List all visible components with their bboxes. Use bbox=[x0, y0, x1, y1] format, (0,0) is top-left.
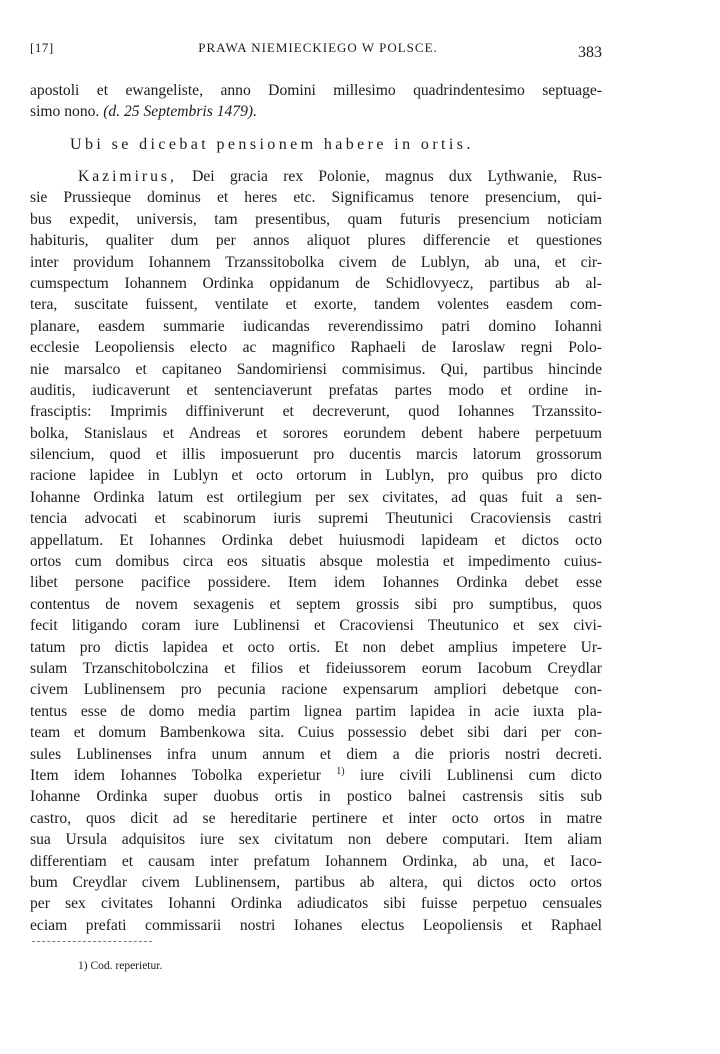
text-line: bum Creydlar civem Lublinensem, partibus ab altera, qui dictos octo ortos bbox=[30, 873, 602, 891]
footnote bbox=[78, 960, 162, 972]
text-line: planare, easdem summarie iudicandas reverendissimo patri domino Iohanni bbox=[30, 317, 602, 335]
running-title: PRAWA NIEMIECKIEGO W POLSCE. bbox=[198, 40, 438, 55]
text-line: differentiam et causam inter prefatum Iohannem Ordinka, ab una, et Iaco- bbox=[30, 852, 602, 870]
text-line: racione lapidee in Lublyn et octo ortorum in Lublyn, pro quibus pro dicto bbox=[30, 467, 602, 485]
main-paragraph bbox=[30, 166, 602, 936]
text-line bbox=[30, 101, 602, 122]
text-line: civem Lublinensem pro pecunia racione expensarum ampliori debetque con- bbox=[30, 681, 602, 699]
date-note: (d. 25 Septembris 1479). bbox=[103, 103, 257, 121]
text-line: tentus esse de domo media partim lignea partim lapidea in acie iuxta pla- bbox=[30, 702, 602, 720]
text-line: castro, quos dicit ad se hereditarie pertinere et inter octo ortos in matre bbox=[30, 809, 602, 827]
text-line: libet persone pacifice possidere. Item idem Iohannes Ordinka debet esse bbox=[30, 574, 602, 592]
text-line: eciam prefati commissarii nostri Iohanes electus Leopoliensis et Raphael bbox=[30, 916, 602, 934]
footnote-reference[interactable]: 1) bbox=[336, 765, 345, 777]
text-line: habituris, qualiter dum per annos aliquot plures differencie et questiones bbox=[30, 232, 602, 250]
text-line: tatum pro dictis lapidea et octo ortis. Et non debet amplius impetere Ur- bbox=[30, 638, 602, 656]
text-line: Iohanne Ordinka super duobus ortis in postico balnei castrensis sitis sub bbox=[30, 788, 602, 806]
text-segment: Item idem Iohannes Tobolka experietur bbox=[30, 766, 321, 784]
chapter-marker: [17] bbox=[30, 40, 54, 55]
footnote-divider bbox=[32, 941, 152, 942]
text-line bbox=[30, 765, 602, 786]
text-segment: Dei gracia rex Polonie, magnus dux Lythwanie, Rus- bbox=[192, 168, 602, 185]
lines-group bbox=[30, 786, 602, 936]
text-line: inter providum Iohannem Trzanssitobolka civem de Lublyn, ab una, et cir- bbox=[30, 253, 602, 271]
intro-text: simo nono. bbox=[30, 103, 100, 121]
text-line: per sex civitates Iohanni Ordinka adiudicatos sibi fuisse perpetuo censuales bbox=[30, 895, 602, 913]
text-line: tera, suscitate fuissent, ventilate et exorte, tandem volentes easdem com- bbox=[30, 296, 602, 314]
text-line: silencium, quod et illis imposuerunt pro ducentis marcis latorum grossorum bbox=[30, 446, 602, 464]
text-line: appellatum. Et Iohannes Ordinka debet huiusmodi lapideam et dictos octo bbox=[30, 531, 602, 549]
text-line: sules Lublinenses infra unum annum et diem a die prioris nostri decreti. bbox=[30, 745, 602, 763]
section-heading: Ubi se dicebat pensionem habere in ortis. bbox=[70, 136, 474, 153]
text-line: bus expedit, universis, tam presentibus, quam futuris presencium noticiam bbox=[30, 210, 602, 228]
text-line: frasciptis: Imprimis diffiniverunt et decreverunt, quod Iohannes Trzanssito- bbox=[30, 403, 602, 421]
text-line: cumspectum Iohannem Ordinka oppidanum de Schidlovyecz, partibus ab al- bbox=[30, 274, 602, 292]
text-line: auditis, iudicaverunt et sentenciaverunt prefatas partes modo et ordine in- bbox=[30, 381, 602, 399]
footnote-text: Cod. reperietur. bbox=[90, 960, 163, 972]
text-line: bolka, Stanislaus et Andreas et sorores eorundem debent habere perpetuum bbox=[30, 424, 602, 442]
page-number: 383 bbox=[578, 44, 602, 61]
text-segment: iure civili Lublinensi cum dicto bbox=[359, 766, 602, 784]
text-line: ecclesie Leopoliensis electo ac magnifico Raphaeli de Iaroslaw regni Polo- bbox=[30, 339, 602, 357]
text-line: sie Prussieque dominus et heres etc. Significamus tenore presencium, qui- bbox=[30, 189, 602, 207]
text-line: contentus de novem sexagenis et septem grossis sibi pro sumptibus, quos bbox=[30, 595, 602, 613]
text-line: fecit litigando coram iure Lublinensi et Cracoviensi Theutunico et sex civi- bbox=[30, 617, 602, 635]
footnote-marker: 1) bbox=[78, 960, 88, 972]
text-line: apostoli et ewangeliste, anno Domini millesimo quadrindentesimo septuage- bbox=[30, 82, 602, 99]
king-name: Kazimirus, bbox=[78, 168, 177, 185]
text-line: tencia advocati et scabinorum iuris supremi Theutunici Cracoviensis castri bbox=[30, 510, 602, 528]
lines-group bbox=[30, 187, 602, 765]
text-line: sua Ursula adquisitos iure sex civitatum non debere computari. Item aliam bbox=[30, 831, 602, 849]
text-line: Iohanne Ordinka latum est ortilegium per sex civitates, ad quas fuit a sen- bbox=[30, 488, 602, 506]
text-line bbox=[30, 166, 602, 187]
text-line: team et domum Bambenkowa sita. Cuius possessio debet sibi dari per con- bbox=[30, 724, 602, 742]
text-line: nie marsalco et capitaneo Sandomiriensi commisimus. Qui, partibus hincinde bbox=[30, 360, 602, 378]
text-line: sulam Trzanschitobolczina et filios et fideiussorem eorum Iacobum Creydlar bbox=[30, 659, 602, 677]
intro-paragraph bbox=[30, 80, 602, 123]
page-header bbox=[30, 36, 606, 66]
text-line: ortos cum domibus circa eos situatis absque molestia et impedimento cuius- bbox=[30, 553, 602, 571]
